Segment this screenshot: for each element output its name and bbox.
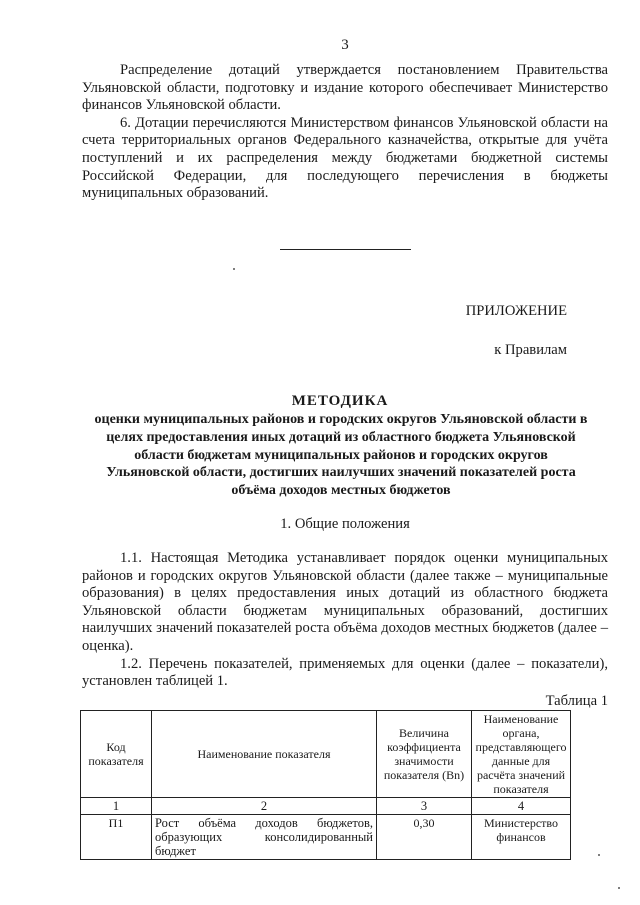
paragraph: Распределение дотаций утверждается постановлением Правительства Ульяновской области, подготовку и издание которого обеспечивает Министерство финансов Ульяновской области. <box>82 62 608 114</box>
table-row <box>81 815 571 860</box>
number-cell: 3 <box>377 798 472 815</box>
document-title: МЕТОДИКА <box>291 393 389 409</box>
header-cell: Величина коэффициента значимости показателя (Вn) <box>377 711 472 798</box>
separator-line <box>280 249 411 250</box>
indicators-table <box>80 710 571 860</box>
row-name: Рост объёма доходов бюджетов, образующих консолидированный бюджет <box>152 815 377 860</box>
number-cell: 2 <box>152 798 377 815</box>
number-cell: 1 <box>81 798 152 815</box>
section-paragraphs <box>82 550 608 691</box>
scan-speck <box>233 268 235 270</box>
header-cell: Наименование показателя <box>152 711 377 798</box>
table-number-row <box>81 798 571 815</box>
section-heading: 1. Общие положения <box>280 516 410 532</box>
paragraph: 1.1. Настоящая Методика устанавливает порядок оценки муниципальных районов и городских округов Ульяновской области (далее также – муниципальные образования) в целях предоставления иных дотаций из областного бюджета Ульяновской области бюджетам муниципальных образований, достигших наилучших значений показателей роста объёма доходов местных бюджетов (далее – оценка). <box>82 550 608 654</box>
row-code: П1 <box>81 815 152 860</box>
appendix-to: к Правилам <box>494 342 567 358</box>
header-cell: Наименование органа, представляющего данные для расчёта значений показателя <box>472 711 571 798</box>
paragraph: 1.2. Перечень показателей, применяемых для оценки (далее – показатели), установлен таблицей 1. <box>82 655 608 690</box>
row-weight: 0,30 <box>377 815 472 860</box>
page-number: 3 <box>341 37 349 53</box>
table-header-row <box>81 711 571 798</box>
top-paragraphs <box>82 62 608 203</box>
row-organ: Министерство финансов <box>472 815 571 860</box>
document-subtitle: оценки муниципальных районов и городских округов Ульяновской области в целях предоставления иных дотаций из областного бюджета Ульяновской области бюджетам муниципальных районов и городских округов Ульяновской области, достигших наилучших значений показателей роста объёма доходов местных бюджетов <box>94 412 588 499</box>
scan-speck <box>618 887 620 889</box>
scan-speck <box>598 854 600 856</box>
paragraph: 6. Дотации перечисляются Министерством финансов Ульяновской области на счета территориальных органов Федерального казначейства, открытые для учёта поступлений и их распределения между бюджетами бюджетной системы Российской Федерации, для последующего перечисления в бюджеты муниципальных образований. <box>82 114 608 202</box>
number-cell: 4 <box>472 798 571 815</box>
header-cell: Код показателя <box>81 711 152 798</box>
table-caption: Таблица 1 <box>545 693 608 709</box>
appendix-label: ПРИЛОЖЕНИЕ <box>465 303 567 319</box>
